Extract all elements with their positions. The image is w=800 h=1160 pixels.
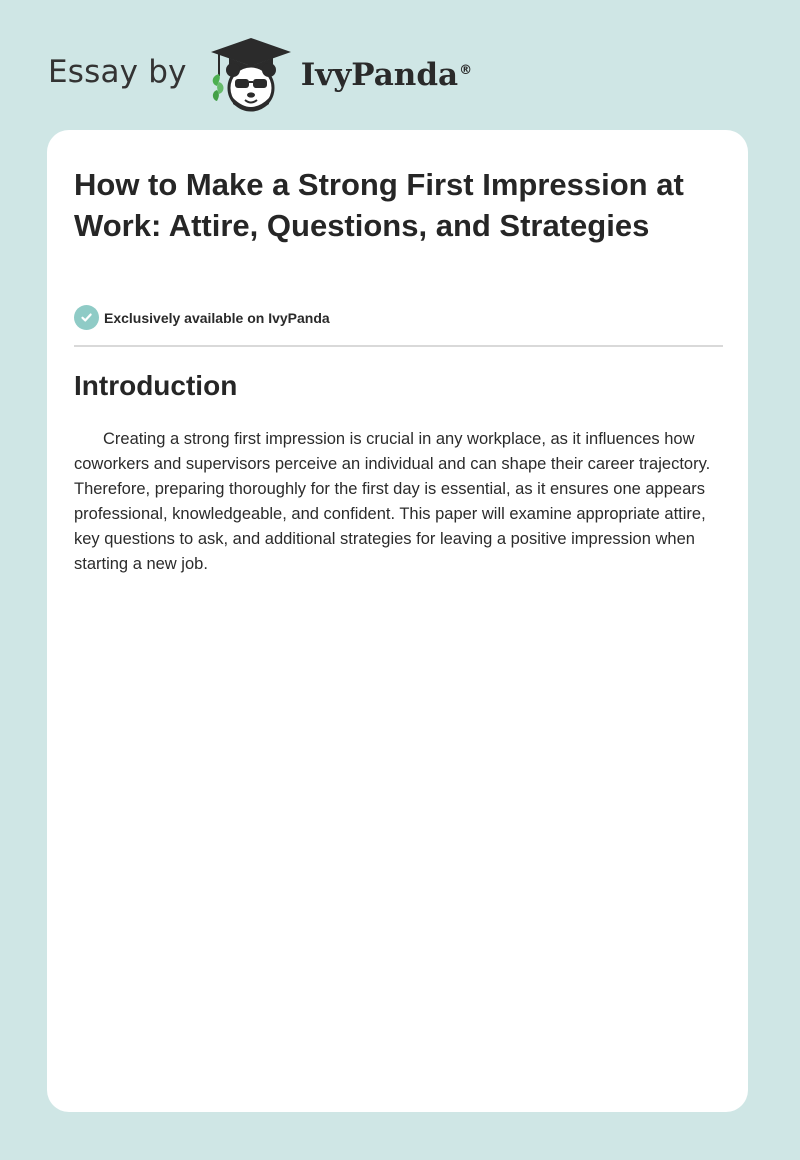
body-paragraph: Creating a strong first impression is crucial in any workplace, as it influences how coworkers and supervisors perceive an individual and can shape their career trajectory. Therefore, preparing thoroughly for the first day is essential, as it ensures one appears professional, knowledgeable, and confident. This paper will examine appropriate attire, key questions to ask, and additional strategies for leaving a positive impression when starting a new job. xyxy=(74,430,711,573)
registered-mark: ® xyxy=(459,62,473,78)
section-heading: Introduction xyxy=(74,370,238,401)
article-card xyxy=(47,130,748,1112)
exclusive-label: Exclusively available on IvyPanda xyxy=(104,309,330,326)
site-header-brand[interactable] xyxy=(48,34,472,114)
title-divider xyxy=(74,345,723,347)
panda-graduate-logo-icon xyxy=(205,34,297,114)
article-title: How to Make a Strong First Impression at Work: Attire, Questions, and Strategies xyxy=(74,167,684,243)
check-circle-icon xyxy=(74,305,99,330)
brand-name: IvyPanda® xyxy=(300,57,473,93)
exclusive-badge xyxy=(74,305,330,330)
essay-by-label: Essay by xyxy=(48,54,187,90)
